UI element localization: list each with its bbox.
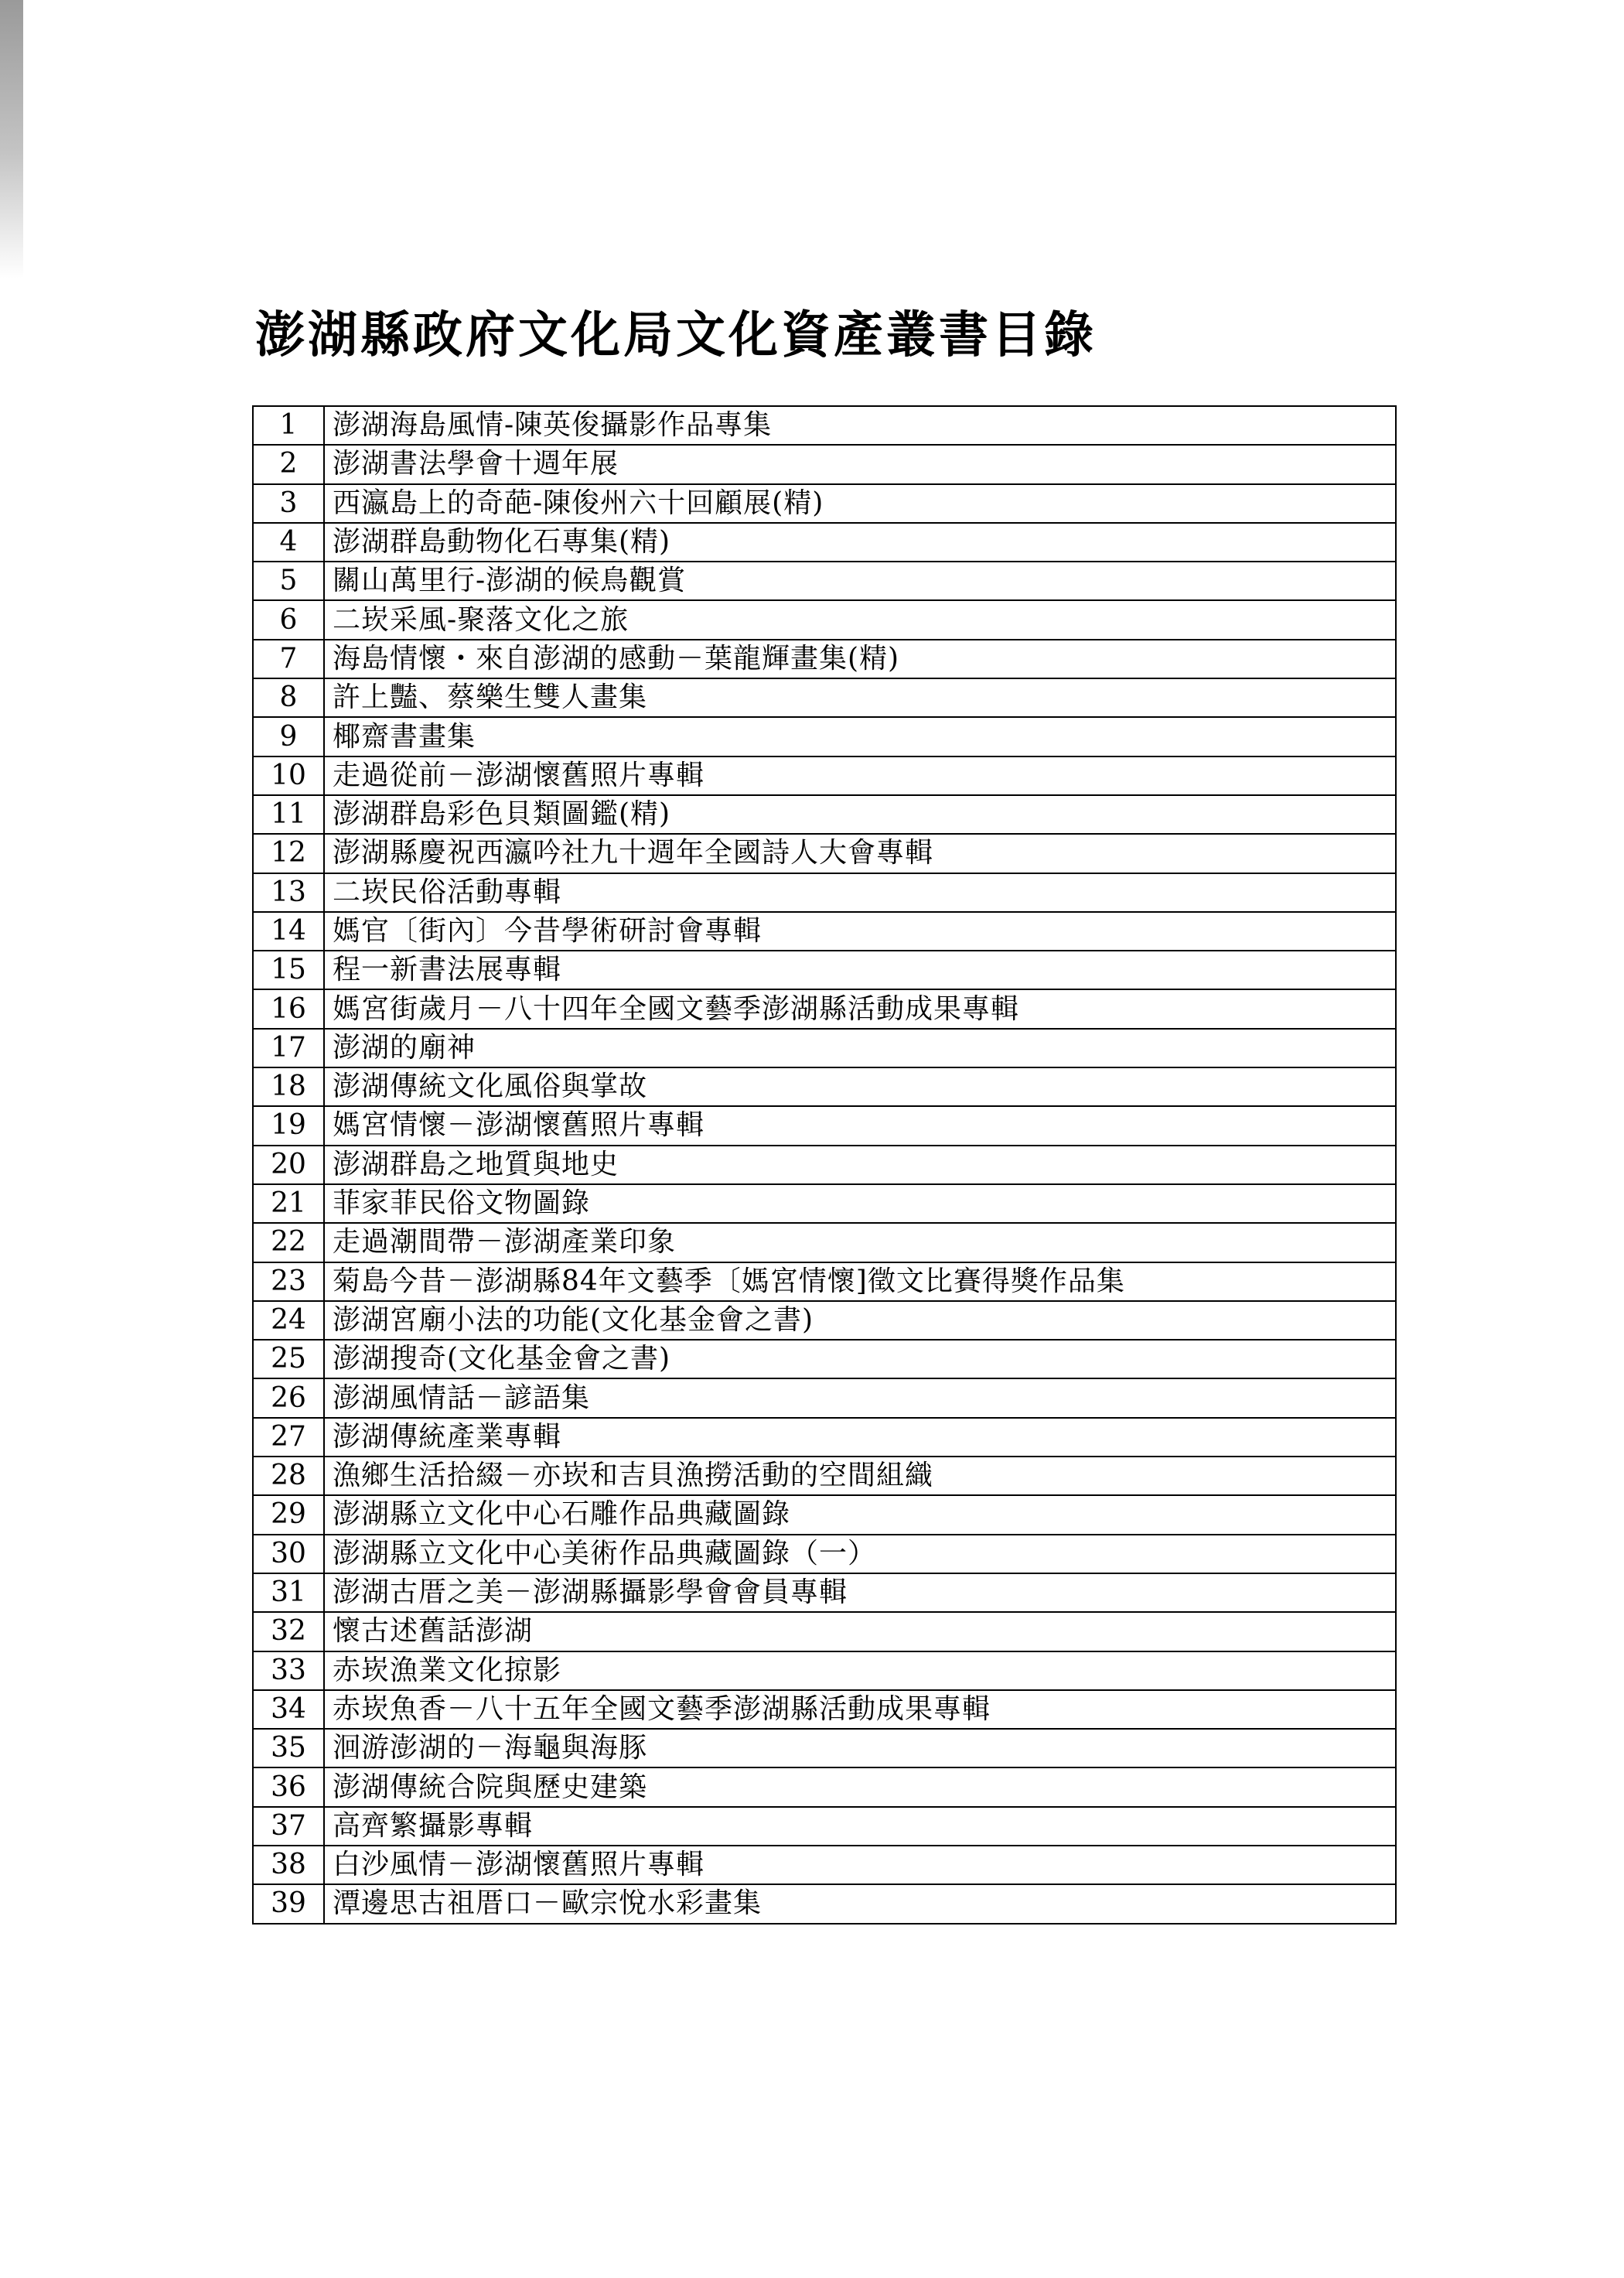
book-title: 菊島今昔－澎湖縣84年文藝季〔媽宮情懷]徵文比賽得獎作品集 [324,1262,1396,1301]
table-row [253,406,1396,445]
row-number: 14 [253,912,324,951]
row-number: 5 [253,562,324,600]
book-title: 懷古述舊話澎湖 [324,1612,1396,1651]
table-row [253,951,1396,989]
row-number: 32 [253,1612,324,1651]
row-number: 21 [253,1184,324,1223]
table-row [253,600,1396,639]
book-title: 潭邊思古祖厝口－歐宗悅水彩畫集 [324,1884,1396,1923]
table-row [253,873,1396,912]
row-number: 19 [253,1106,324,1145]
book-title: 程一新書法展專輯 [324,951,1396,989]
row-number: 9 [253,717,324,756]
book-title: 漁鄉生活拾綴－亦崁和吉貝漁撈活動的空間組織 [324,1457,1396,1495]
table-row [253,1690,1396,1729]
scan-edge-shadow [0,0,23,278]
book-title: 高齊繁攝影專輯 [324,1807,1396,1846]
book-title: 媽宮情懷－澎湖懷舊照片專輯 [324,1106,1396,1145]
book-title: 澎湖群島之地質與地史 [324,1146,1396,1184]
row-number: 11 [253,795,324,834]
row-number: 17 [253,1029,324,1067]
table-row [253,1612,1396,1651]
table-row [253,562,1396,600]
row-number: 12 [253,834,324,873]
row-number: 1 [253,406,324,445]
book-title: 澎湖海島風情-陳英俊攝影作品專集 [324,406,1396,445]
row-number: 25 [253,1340,324,1378]
book-title: 澎湖群島彩色貝類圖鑑(精) [324,795,1396,834]
book-title: 白沙風情－澎湖懷舊照片專輯 [324,1846,1396,1884]
book-title: 媽宮街歲月－八十四年全國文藝季澎湖縣活動成果專輯 [324,989,1396,1028]
table-row [253,678,1396,717]
table-row [253,1340,1396,1378]
table-row [253,795,1396,834]
table-row [253,640,1396,678]
book-title: 澎湖傳統合院與歷史建築 [324,1767,1396,1806]
table-row [253,1495,1396,1534]
book-title: 澎湖搜奇(文化基金會之書) [324,1340,1396,1378]
row-number: 29 [253,1495,324,1534]
row-number: 15 [253,951,324,989]
book-title: 澎湖的廟神 [324,1029,1396,1067]
row-number: 22 [253,1223,324,1262]
table-row [253,1535,1396,1573]
table-row [253,1106,1396,1145]
table-row [253,1067,1396,1106]
book-title: 澎湖傳統文化風俗與掌故 [324,1067,1396,1106]
table-row [253,484,1396,523]
row-number: 36 [253,1767,324,1806]
table-row [253,1378,1396,1417]
row-number: 38 [253,1846,324,1884]
row-number: 27 [253,1418,324,1457]
book-title: 走過從前－澎湖懷舊照片專輯 [324,756,1396,795]
book-title: 菲家菲民俗文物圖錄 [324,1184,1396,1223]
row-number: 26 [253,1378,324,1417]
table-row [253,1146,1396,1184]
book-title: 走過潮間帶－澎湖產業印象 [324,1223,1396,1262]
catalog-table-body [253,406,1396,1924]
table-row [253,912,1396,951]
row-number: 20 [253,1146,324,1184]
table-row [253,717,1396,756]
book-title: 許上豔、蔡樂生雙人畫集 [324,678,1396,717]
row-number: 3 [253,484,324,523]
row-number: 13 [253,873,324,912]
row-number: 31 [253,1573,324,1612]
table-row [253,756,1396,795]
row-number: 39 [253,1884,324,1923]
table-row [253,1846,1396,1884]
row-number: 34 [253,1690,324,1729]
row-number: 4 [253,523,324,562]
table-row [253,1418,1396,1457]
row-number: 18 [253,1067,324,1106]
row-number: 37 [253,1807,324,1846]
table-row [253,523,1396,562]
book-title: 澎湖古厝之美－澎湖縣攝影學會會員專輯 [324,1573,1396,1612]
table-row [253,1884,1396,1923]
book-title: 澎湖縣立文化中心美術作品典藏圖錄（一） [324,1535,1396,1573]
book-title: 二崁民俗活動專輯 [324,873,1396,912]
book-title: 赤崁漁業文化掠影 [324,1651,1396,1690]
table-row [253,1029,1396,1067]
table-row [253,1767,1396,1806]
table-row [253,1223,1396,1262]
row-number: 24 [253,1301,324,1340]
book-title: 二崁采風-聚落文化之旅 [324,600,1396,639]
row-number: 35 [253,1729,324,1767]
catalog-table [252,405,1397,1925]
table-row [253,1573,1396,1612]
row-number: 7 [253,640,324,678]
row-number: 33 [253,1651,324,1690]
row-number: 10 [253,756,324,795]
book-title: 澎湖群島動物化石專集(精) [324,523,1396,562]
book-title: 洄游澎湖的－海龜與海豚 [324,1729,1396,1767]
table-row [253,1457,1396,1495]
book-title: 海島情懷・來自澎湖的感動－葉龍輝畫集(精) [324,640,1396,678]
table-row [253,1729,1396,1767]
page-title: 澎湖縣政府文化局文化資產叢書目錄 [255,306,1097,364]
book-title: 澎湖縣慶祝西瀛吟社九十週年全國詩人大會專輯 [324,834,1396,873]
table-row [253,1184,1396,1223]
book-title: 椰齋書畫集 [324,717,1396,756]
table-row [253,989,1396,1028]
row-number: 16 [253,989,324,1028]
book-title: 西瀛島上的奇葩-陳俊州六十回顧展(精) [324,484,1396,523]
table-row [253,1301,1396,1340]
row-number: 6 [253,600,324,639]
table-row [253,1651,1396,1690]
book-title: 澎湖書法學會十週年展 [324,445,1396,483]
table-row [253,1807,1396,1846]
table-row [253,834,1396,873]
row-number: 23 [253,1262,324,1301]
row-number: 30 [253,1535,324,1573]
book-title: 關山萬里行-澎湖的候鳥觀賞 [324,562,1396,600]
book-title: 媽官〔街內〕今昔學術研討會專輯 [324,912,1396,951]
row-number: 2 [253,445,324,483]
book-title: 澎湖傳統產業專輯 [324,1418,1396,1457]
book-title: 澎湖風情話－諺語集 [324,1378,1396,1417]
row-number: 28 [253,1457,324,1495]
table-row [253,445,1396,483]
table-row [253,1262,1396,1301]
book-title: 澎湖宮廟小法的功能(文化基金會之書) [324,1301,1396,1340]
book-title: 澎湖縣立文化中心石雕作品典藏圖錄 [324,1495,1396,1534]
book-title: 赤崁魚香－八十五年全國文藝季澎湖縣活動成果專輯 [324,1690,1396,1729]
row-number: 8 [253,678,324,717]
